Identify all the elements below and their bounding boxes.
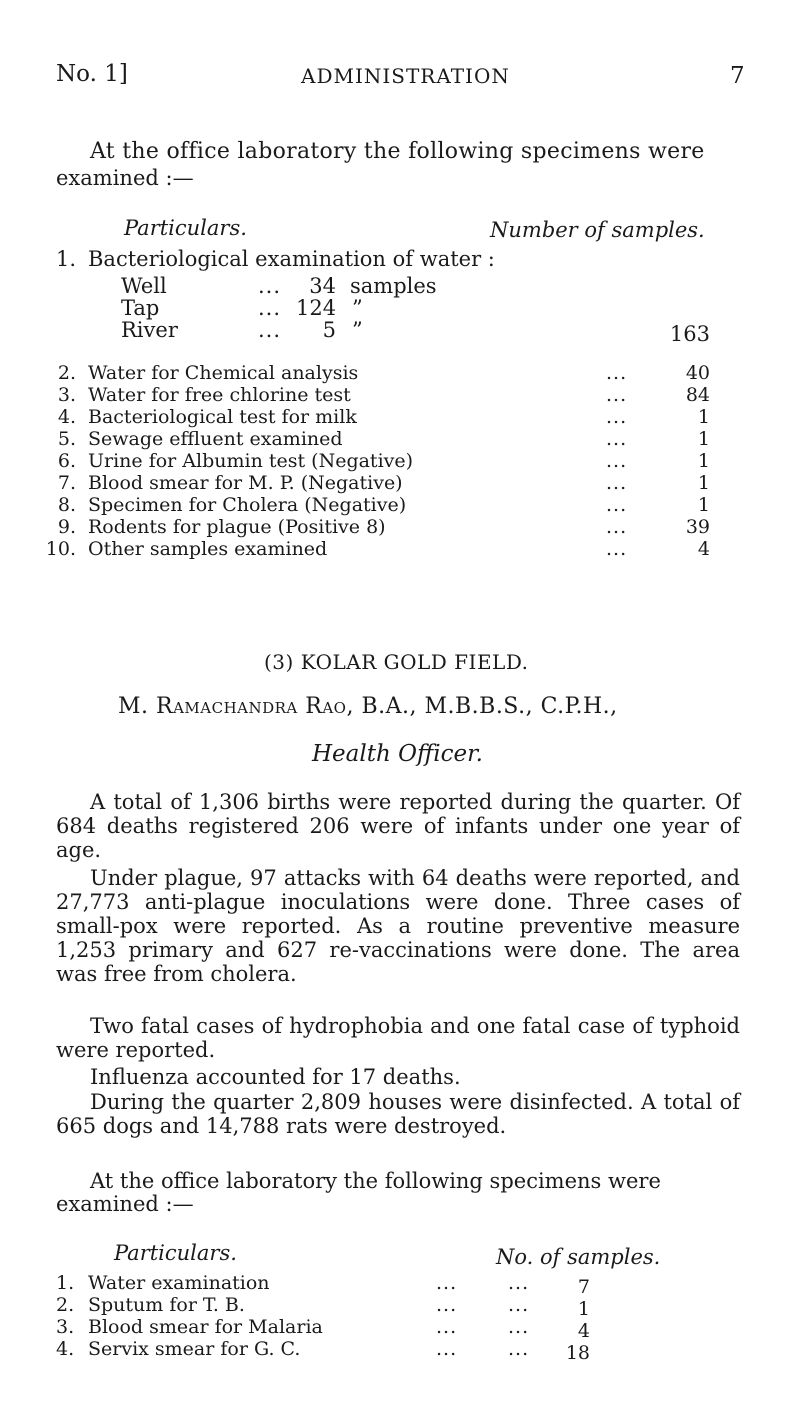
paragraph-hydrophobia: Two fatal cases of hydrophobia and one fatal case of typhoid were reported. [56,1014,740,1062]
section-heading: (3) KOLAR GOLD FIELD. [264,650,529,674]
water-count: 124 [296,296,337,320]
list-item-value: 1 [697,450,710,472]
water-unit: samples [350,274,437,298]
list-item-text: Blood smear for M. P. (Negative) [88,472,403,494]
leader-dots: ... [606,450,628,472]
leader-dots: ... [436,1272,458,1294]
lab1-col-particulars: Particulars. [124,216,247,240]
list-item-text: Sewage effluent examined [88,428,343,450]
water-count: 34 [309,274,336,298]
lab2-col-particulars: Particulars. [114,1241,237,1265]
leader-dots: ... [436,1294,458,1316]
paragraph-influenza: Influenza accounted for 17 deaths. [90,1065,461,1089]
lab1-intro-line1: At the office laboratory the following specimens were [90,139,705,164]
leader-dots: ... [258,318,282,342]
list-item-value: 39 [685,516,710,538]
paragraph-plague: Under plague, 97 attacks with 64 deaths were reported, and 27,773 anti-plague inoculations were done. Three cases of small-pox were reported. As a routine preventive measure 1,253 primary and 627 re-vaccinations were done. The area was free from cholera. [56,866,740,986]
list-item-text: Water examination [88,1272,270,1294]
leader-dots: ... [508,1316,530,1338]
water-count: 5 [322,318,336,342]
list-item-text: Sputum for T. B. [88,1294,245,1316]
list-item-text: Specimen for Cholera (Negative) [88,494,407,516]
list-item-num: 7. [57,472,76,494]
list-item-num: 4. [56,1338,75,1360]
leader-dots: ... [508,1338,530,1360]
lab1-intro-line2: examined :— [56,166,194,190]
item1-total: 163 [669,322,710,346]
leader-dots: ... [606,362,628,384]
leader-dots: ... [508,1294,530,1316]
leader-dots: ... [606,428,628,450]
officer-name: M. Ramachandra Rao, B.A., M.B.B.S., C.P.H., [118,694,618,719]
paragraph-disinfection: During the quarter 2,809 houses were disinfected. A total of 665 dogs and 14,788 rats were destroyed. [56,1090,740,1138]
leader-dots: ... [258,296,282,320]
leader-dots: ... [436,1316,458,1338]
water-source-name: Well [121,274,167,298]
paragraph-births: A total of 1,306 births were reported during the quarter. Of 684 deaths registered 206 were of infants under one year of age. [56,790,740,862]
list-item-num: 10. [45,538,76,560]
list-item-text: Water for Chemical analysis [88,362,359,384]
list-item-value: 4 [577,1320,590,1342]
list-item-value: 7 [577,1276,590,1298]
list-item-num: 4. [57,406,76,428]
list-item-value: 40 [685,362,710,384]
leader-dots: ... [606,472,628,494]
list-item-num: 8. [57,494,76,516]
list-item-value: 1 [697,428,710,450]
list-item-value: 1 [577,1298,590,1320]
list-item-text: Bacteriological test for milk [88,406,357,428]
list-item-num: 3. [56,1316,75,1338]
leader-dots: ... [606,538,628,560]
list-item-text: Rodents for plague (Positive 8) [88,516,386,538]
list-item-num: 9. [57,516,76,538]
list-item-value: 4 [697,538,710,560]
header-issue: No. 1] [56,61,128,87]
list-item-value: 84 [685,384,710,406]
page-number: 7 [730,63,745,89]
list-item-value: 1 [697,406,710,428]
list-item-value: 1 [697,494,710,516]
list-item-value: 1 [697,472,710,494]
list-item-text: Other samples examined [88,538,328,560]
water-unit: ” [352,318,363,342]
list-item-num: 2. [56,1294,75,1316]
list-item-num: 5. [57,428,76,450]
lab1-item1-num: 1. [56,247,77,271]
list-item-num: 1. [56,1272,75,1294]
lab1-item1-text: Bacteriological examination of water : [88,247,495,271]
lab2-intro-line1: At the office laboratory the following specimens were [90,1169,661,1193]
list-item-num: 6. [57,450,76,472]
leader-dots: ... [436,1338,458,1360]
leader-dots: ... [606,384,628,406]
leader-dots: ... [606,494,628,516]
list-item-text: Blood smear for Malaria [88,1316,323,1338]
list-item-text: Urine for Albumin test (Negative) [88,450,414,472]
list-item-num: 3. [57,384,76,406]
header-title: ADMINISTRATION [301,64,510,88]
water-source-name: Tap [121,296,160,320]
officer-title: Health Officer. [312,741,483,767]
lab1-col-number: Number of samples. [490,218,705,242]
list-item-num: 2. [57,362,76,384]
water-unit: ” [352,296,363,320]
water-source-name: River [121,318,178,342]
lab2-intro-line2: examined :— [56,1192,194,1216]
list-item-text: Water for free chlorine test [88,384,351,406]
list-item-value: 18 [565,1342,590,1364]
lab2-col-number: No. of samples. [496,1245,661,1269]
leader-dots: ... [606,516,628,538]
leader-dots: ... [606,406,628,428]
list-item-text: Servix smear for G. C. [88,1338,301,1360]
leader-dots: ... [508,1272,530,1294]
leader-dots: ... [258,274,282,298]
